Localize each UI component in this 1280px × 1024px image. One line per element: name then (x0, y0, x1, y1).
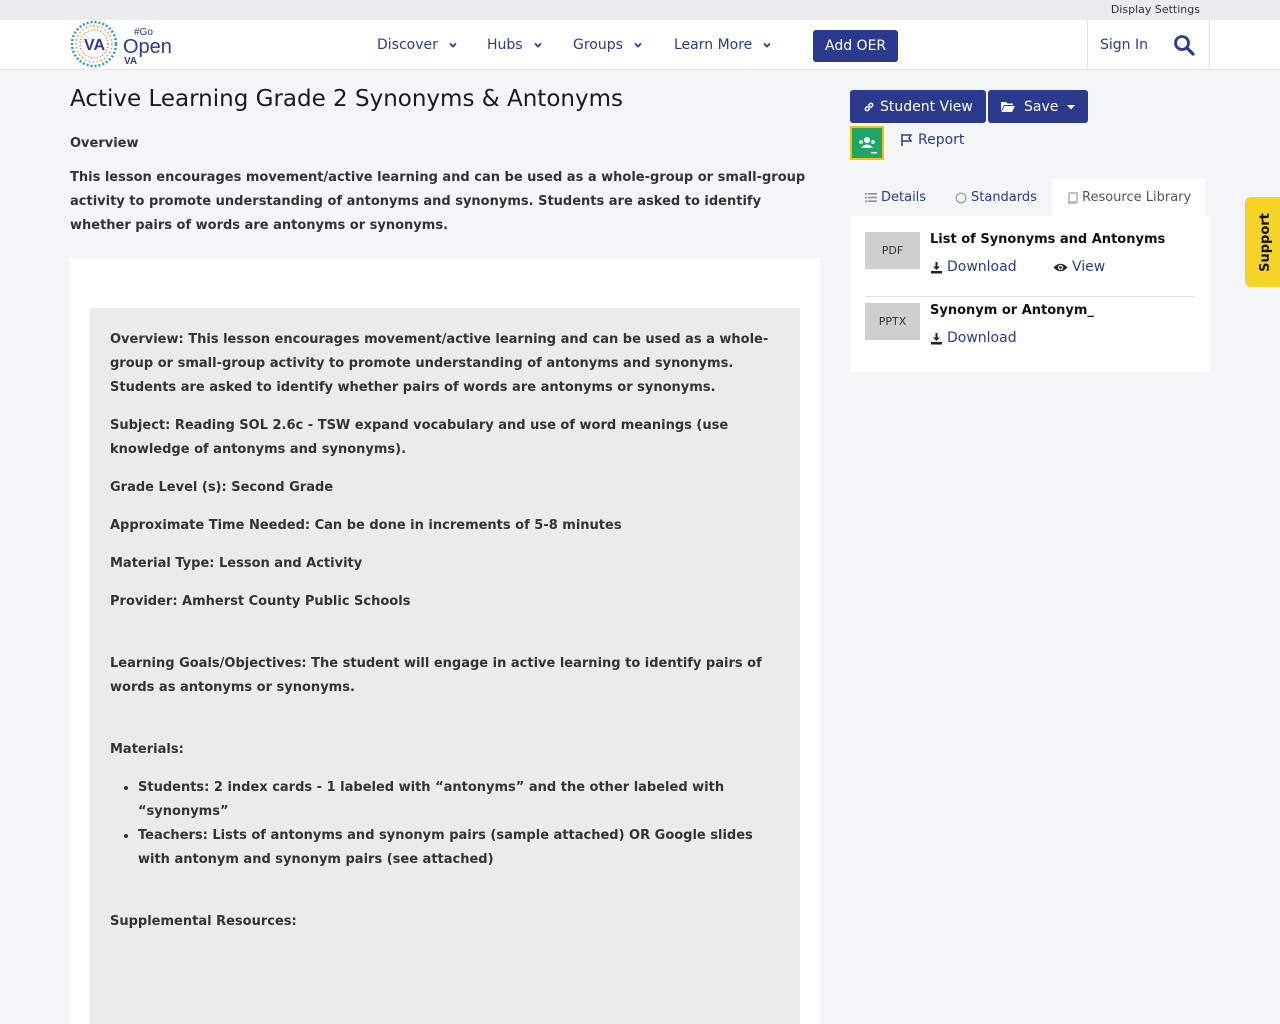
link-icon (863, 101, 875, 113)
download-label: Download (947, 330, 1017, 346)
nav-hubs[interactable] (487, 20, 543, 70)
google-classroom-share-icon[interactable] (850, 126, 884, 160)
flag-icon (900, 133, 914, 147)
student-view-label: Student View (880, 98, 973, 115)
view-label: View (1072, 259, 1106, 275)
support-label: Support (1257, 212, 1273, 272)
list-icon (865, 192, 877, 203)
top-utility-bar (0, 0, 1280, 20)
file-type-badge: PPTX (865, 303, 920, 340)
content-spacer (110, 714, 780, 738)
content-material-type: Material Type: Lesson and Activity (110, 556, 363, 571)
tab-details-label: Details (881, 190, 927, 205)
circle-icon (955, 192, 967, 204)
list-item: • Students: 2 index cards - 1 labeled with “antonyms” and the other labeled with “synonyms” (138, 776, 780, 824)
content-grade-level: Grade Level (s): Second Grade (110, 480, 334, 495)
lesson-content (90, 308, 800, 1024)
report-link[interactable] (900, 132, 964, 148)
content-spacer (110, 628, 780, 652)
logo-open-text: Open (123, 36, 172, 58)
goopenva-logo[interactable] (70, 20, 190, 70)
overview-text: This lesson encourages movement/active learning and can be used as a whole-group or small-group activity to promote understanding of antonyms and synonyms. Students are asked to identify whether pairs of words are antonyms or synonyms. (70, 170, 806, 233)
chevron-down-icon (533, 40, 543, 50)
content-provider: Provider: Amherst County Public Schools (110, 594, 411, 609)
eye-icon (1053, 262, 1068, 273)
content-subject: Subject: Reading SOL 2.6c - TSW expand vocabulary and use of word meanings (use knowledge of antonyms and synonyms). (110, 418, 729, 457)
chevron-down-icon (633, 40, 643, 50)
main-navbar (0, 20, 1280, 70)
report-label: Report (918, 132, 965, 148)
content-supplemental-heading: Supplemental Resources: (110, 914, 297, 929)
nav-groups[interactable] (573, 20, 643, 70)
logo-va-small-text: VA (124, 56, 138, 67)
caret-down-icon (1066, 103, 1076, 111)
content-spacer (110, 886, 780, 910)
nav-groups-label: Groups (573, 37, 623, 53)
nav-divider (1087, 20, 1088, 70)
resource-library-panel (850, 216, 1210, 372)
overview-heading: Overview (70, 136, 139, 151)
logo-va-text: VA (84, 37, 106, 54)
content-materials-heading: Materials: (110, 742, 184, 757)
content-learning-goals: Learning Goals/Objectives: The student will engage in active learning to identify pairs of words as antonyms or synonyms. (110, 656, 762, 695)
tab-standards-label: Standards (971, 190, 1037, 205)
download-link[interactable] (930, 330, 1017, 346)
tab-details[interactable] (865, 179, 926, 216)
nav-divider (1209, 20, 1210, 70)
nav-discover[interactable] (377, 20, 458, 70)
support-tab[interactable] (1245, 197, 1280, 287)
resource-tabs (850, 179, 1210, 216)
student-view-button[interactable] (850, 90, 986, 123)
chevron-down-icon (448, 40, 458, 50)
nav-discover-label: Discover (377, 37, 438, 53)
content-time-needed: Approximate Time Needed: Can be done in increments of 5-8 minutes (110, 518, 622, 533)
tab-resource-library-label: Resource Library (1082, 190, 1192, 205)
content-card (70, 258, 820, 1024)
page-title: Active Learning Grade 2 Synonyms & Antonyms (70, 86, 623, 112)
materials-list (110, 776, 780, 872)
folder-open-icon (1000, 100, 1016, 113)
nav-learn-more-label: Learn More (674, 37, 753, 53)
display-settings-link[interactable]: Display Settings (1110, 3, 1200, 16)
nav-hubs-label: Hubs (487, 37, 523, 53)
sign-in-link[interactable]: Sign In (1100, 37, 1148, 53)
tab-resource-library[interactable] (1053, 179, 1205, 216)
view-link[interactable] (1053, 259, 1105, 275)
save-label: Save (1024, 98, 1059, 115)
content-overview: Overview: This lesson encourages movement/active learning and can be used as a whole-group or small-group activity to promote understanding of antonyms and synonyms. Students are asked to identify whether pairs of words are antonyms or synonyms. (110, 332, 769, 395)
search-icon[interactable] (1172, 33, 1196, 57)
resource-title: Synonym or Antonym_ (930, 303, 1094, 318)
download-icon (930, 332, 943, 345)
save-button[interactable] (988, 90, 1088, 123)
tab-standards[interactable] (955, 179, 1037, 216)
divider (865, 296, 1195, 297)
download-link[interactable] (930, 259, 1017, 275)
nav-learn-more[interactable] (674, 20, 772, 70)
download-label: Download (947, 259, 1017, 275)
logo-go-text: #Go (134, 27, 153, 38)
chevron-down-icon (762, 40, 772, 50)
resource-title: List of Synonyms and Antonyms (930, 232, 1166, 247)
file-type-badge: PDF (865, 232, 920, 269)
book-icon (1067, 192, 1078, 204)
add-oer-button[interactable]: Add OER (813, 30, 898, 62)
download-icon (930, 261, 943, 274)
list-item: • Teachers: Lists of antonyms and synonym pairs (sample attached) OR Google slides with antonym and synonym pairs (see attached) (138, 824, 780, 872)
